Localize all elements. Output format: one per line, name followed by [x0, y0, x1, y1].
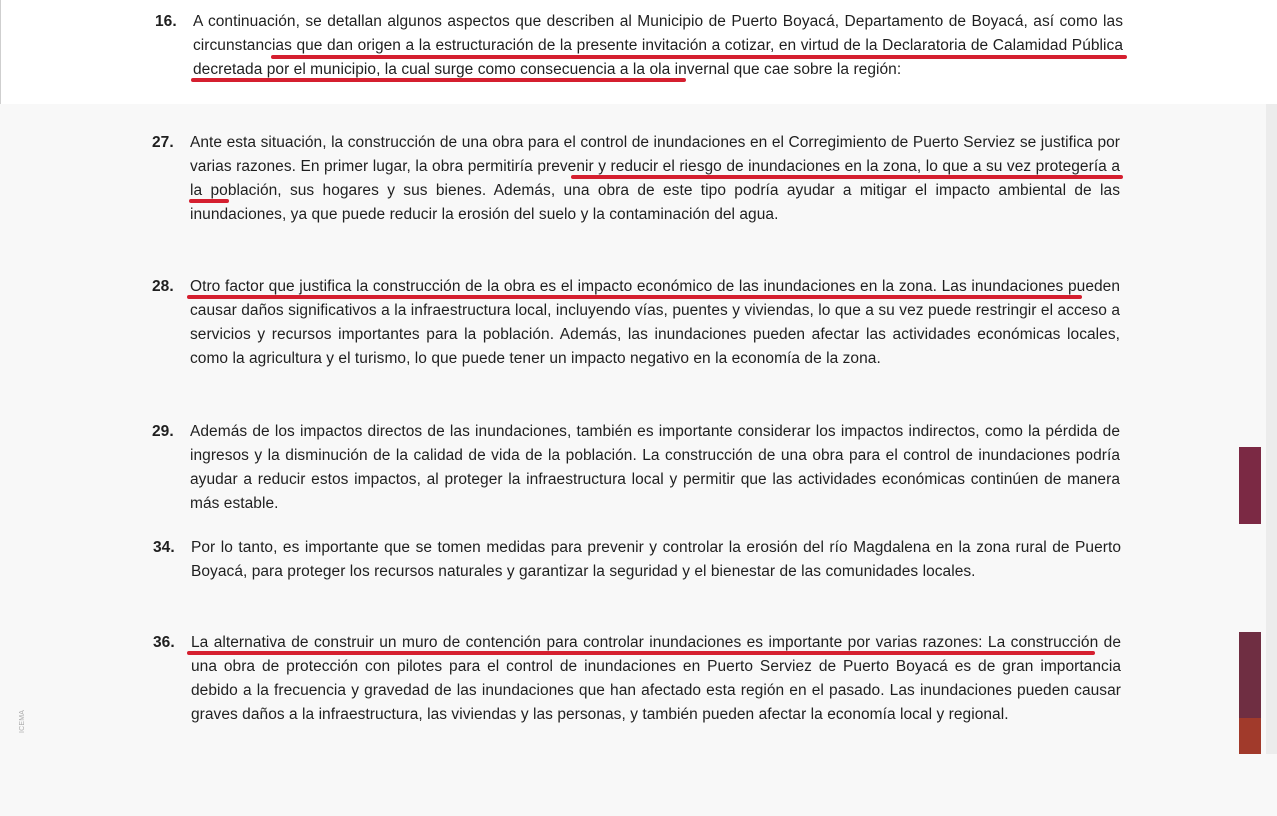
highlight-underline — [187, 651, 1095, 655]
highlight-underline — [191, 78, 686, 82]
left-page-rule — [0, 0, 1, 104]
paragraph-text: Otro factor que justifica la construcción de la obra es el impacto económico de las inundaciones en la zona. Las inundaciones pueden causar daños significativos a la infraestructura local, incluyendo vías, puentes y viviendas, lo que a su vez puede restringir el acceso a servicios y recursos importantes para la población. Además, las inundaciones pueden afectar las actividades económicas locales, como la agricultura y el turismo, lo que puede tener un impacto negativo en la economía de la zona. — [190, 278, 1120, 367]
side-color-mark — [1239, 632, 1261, 718]
paragraph-number: 16. — [155, 13, 177, 30]
paragraph-36 — [153, 631, 1121, 727]
paragraph-text: Ante esta situación, la construcción de una obra para el control de inundaciones en el Corregimiento de Puerto Serviez se justifica por varias razones. En primer lugar, la obra permitiría prevenir y reducir el riesgo de inundaciones en la zona, lo que a su vez protegería a la población, sus hogares y sus bienes. Además, una obra de este tipo podría ayudar a mitigar el impacto ambiental de las inundaciones, ya que puede reducir la erosión del suelo y la contaminación del agua. — [190, 134, 1120, 223]
paragraph-number: 34. — [153, 539, 175, 556]
paragraph-text: La alternativa de construir un muro de contención para controlar inundaciones es importante por varias razones: La construcción de una obra de protección con pilotes para el control de inundaciones en Puerto Serviez de Puerto Boyacá es de gran importancia debido a la frecuencia y gravedad de las inundaciones que han afectado esta región en el pasado. Las inundaciones pueden causar graves daños a la infraestructura, las viviendas y las personas, y también pueden afectar la economía local y regional. — [191, 634, 1121, 723]
paragraph-number: 36. — [153, 634, 175, 651]
side-color-mark — [1239, 718, 1261, 754]
side-color-mark — [1239, 447, 1261, 524]
highlight-underline — [187, 295, 1082, 299]
highlight-underline — [571, 175, 1123, 179]
paragraph-28 — [152, 275, 1120, 371]
highlight-underline — [271, 55, 1127, 59]
right-page-shadow — [1266, 104, 1277, 754]
paragraph-text: Por lo tanto, es importante que se tomen medidas para prevenir y controlar la erosión del río Magdalena en la zona rural de Puerto Boyacá, para proteger los recursos naturales y garantizar la seguridad y el bienestar de las comunidades locales. — [191, 539, 1121, 580]
paragraph-29 — [152, 420, 1120, 516]
paragraph-27 — [152, 131, 1120, 227]
paragraph-text: Además de los impactos directos de las inundaciones, también es importante considerar los impactos indirectos, como la pérdida de ingresos y la disminución de la calidad de vida de la población. La construcción de una obra para el control de inundaciones podría ayudar a reducir estos impactos, al proteger la infraestructura local y permitir que las actividades económicas continúen de manera más estable. — [190, 423, 1120, 512]
paragraph-16 — [155, 10, 1123, 82]
paragraph-34 — [153, 536, 1121, 584]
paragraph-number: 28. — [152, 278, 174, 295]
highlight-underline — [189, 199, 229, 203]
paragraph-text: A continuación, se detallan algunos aspectos que describen al Municipio de Puerto Boyacá, Departamento de Boyacá, así como las circunstancias que dan origen a la estructuración de la presente invitación a cotizar, en virtud de la Declaratoria de Calamidad Pública decretada por el municipio, la cual surge como consecuencia a la ola invernal que cae sobre la región: — [193, 13, 1123, 78]
tiny-footer-mark: ICEMA — [19, 709, 26, 733]
paragraph-number: 29. — [152, 423, 174, 440]
paragraph-number: 27. — [152, 134, 174, 151]
